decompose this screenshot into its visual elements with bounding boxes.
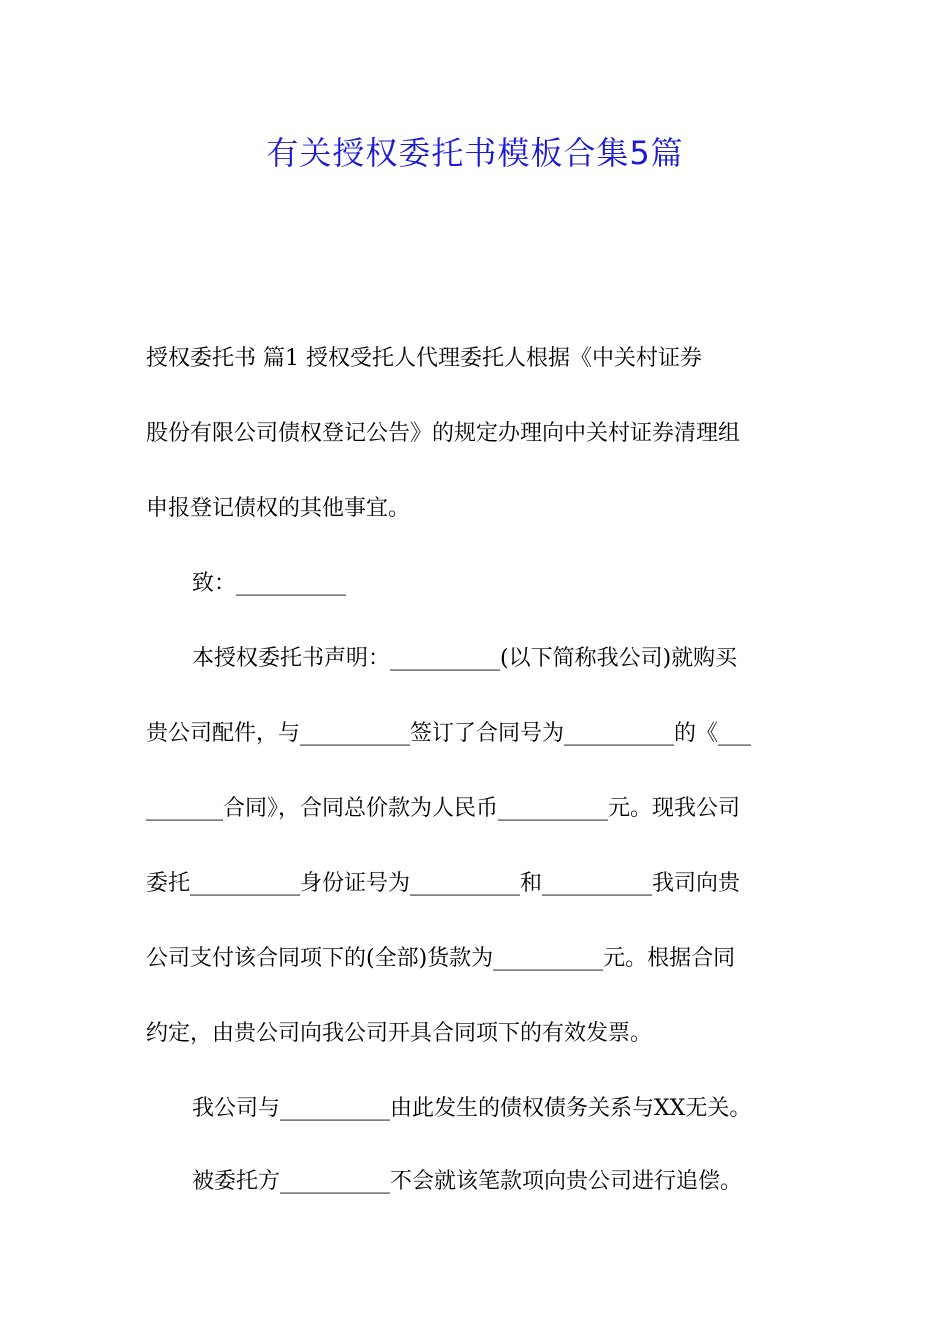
- paragraph-line: 贵公司配件，与__________签订了合同号为__________的《___: [146, 721, 752, 746]
- paragraph-line: 授权委托书 篇1 授权受托人代理委托人根据《中关村证券: [146, 346, 702, 371]
- document-title: 有关授权委托书模板合集5篇: [266, 134, 684, 172]
- paragraph-line: 委托__________身份证号为__________和__________我司向贵: [146, 871, 741, 896]
- paragraph-line: 被委托方__________不会就该笔款项向贵公司进行追偿。: [192, 1169, 743, 1194]
- paragraph-line: 我公司与__________由此发生的债权债务关系与XX无关。: [192, 1096, 752, 1121]
- paragraph-line: 致：__________: [192, 571, 347, 596]
- paragraph-line: 公司支付该合同项下的(全部)货款为__________元。根据合同: [146, 946, 736, 971]
- paragraph-line: _______合同》，合同总价款为人民币__________元。现我公司: [146, 796, 741, 821]
- paragraph-line: 股份有限公司债权登记公告》的规定办理向中关村证券清理组: [146, 421, 741, 446]
- paragraph-line: 申报登记债权的其他事宜。: [146, 496, 411, 521]
- paragraph-line: 本授权委托书声明：__________(以下简称我公司)就购买: [192, 646, 738, 671]
- paragraph-line: 约定，由贵公司向我公司开具合同项下的有效发票。: [146, 1021, 653, 1046]
